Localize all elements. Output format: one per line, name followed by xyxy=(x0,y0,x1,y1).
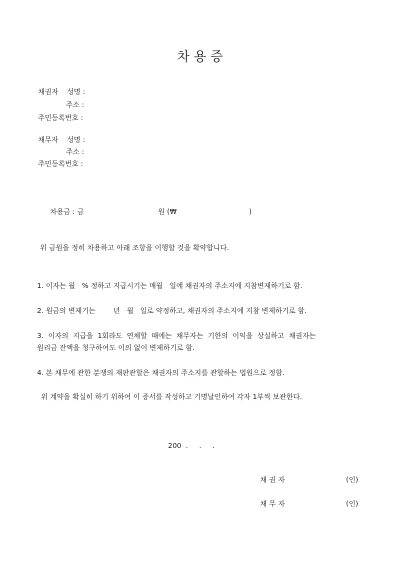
date-line: 200 . . . xyxy=(168,442,215,450)
debtor-id-label: 주민등록번호 : xyxy=(38,160,84,168)
debtor-seal: (인) xyxy=(346,500,359,508)
debtor-signature-label: 채 무 자 xyxy=(260,500,285,508)
clause-1: 1. 이자는 월 % 정하고 지급시기는 매월 일에 채권자의 주소지에 지참변제하기로 함. xyxy=(37,282,303,290)
debtor-label: 채무자 xyxy=(38,136,59,144)
clause-2: 2. 원금의 변제기는 년 월 일로 약정하고, 채권자의 주소지에 지참 변제하기로 함. xyxy=(37,307,307,315)
creditor-name-label: 성명 : xyxy=(67,88,86,96)
creditor-signature-label: 채 권 자 xyxy=(260,476,285,484)
clause-4: 4. 본 채무에 관한 분쟁의 재판관할은 채권자의 주소지를 관할하는 법원으로 정함. xyxy=(37,369,285,377)
creditor-id-label: 주민등록번호 : xyxy=(38,114,84,122)
creditor-address-label: 주소 : xyxy=(66,101,85,109)
document-title: 차 용 증 xyxy=(177,50,223,65)
creditor-seal: (인) xyxy=(346,476,359,484)
loan-close-paren: ) xyxy=(249,208,252,216)
loan-won-label: 원 (₩ xyxy=(158,208,177,216)
clause-3-line-1: 3. 이자의 지급을 1회라도 연체할 때에는 채무자는 기한의 이익을 상실하고 채권자는 xyxy=(37,332,316,340)
closing-text: 위 계약을 확실히 하기 위하여 이 증서를 작성하고 기명날인하여 각자 1부씩 보관한다. xyxy=(41,393,303,401)
loan-amount-label: 차용금 : 금 xyxy=(50,208,84,216)
creditor-label: 채권자 xyxy=(38,88,59,96)
clause-3-line-2: 원리금 잔액을 청구하여도 이의 없이 변제하기로 함. xyxy=(37,344,195,352)
debtor-address-label: 주소 : xyxy=(66,148,85,156)
intro-text: 위 금원을 정히 차용하고 아래 조항을 이행할 것을 확약합니다. xyxy=(40,244,230,252)
debtor-name-label: 성명 : xyxy=(67,136,86,144)
